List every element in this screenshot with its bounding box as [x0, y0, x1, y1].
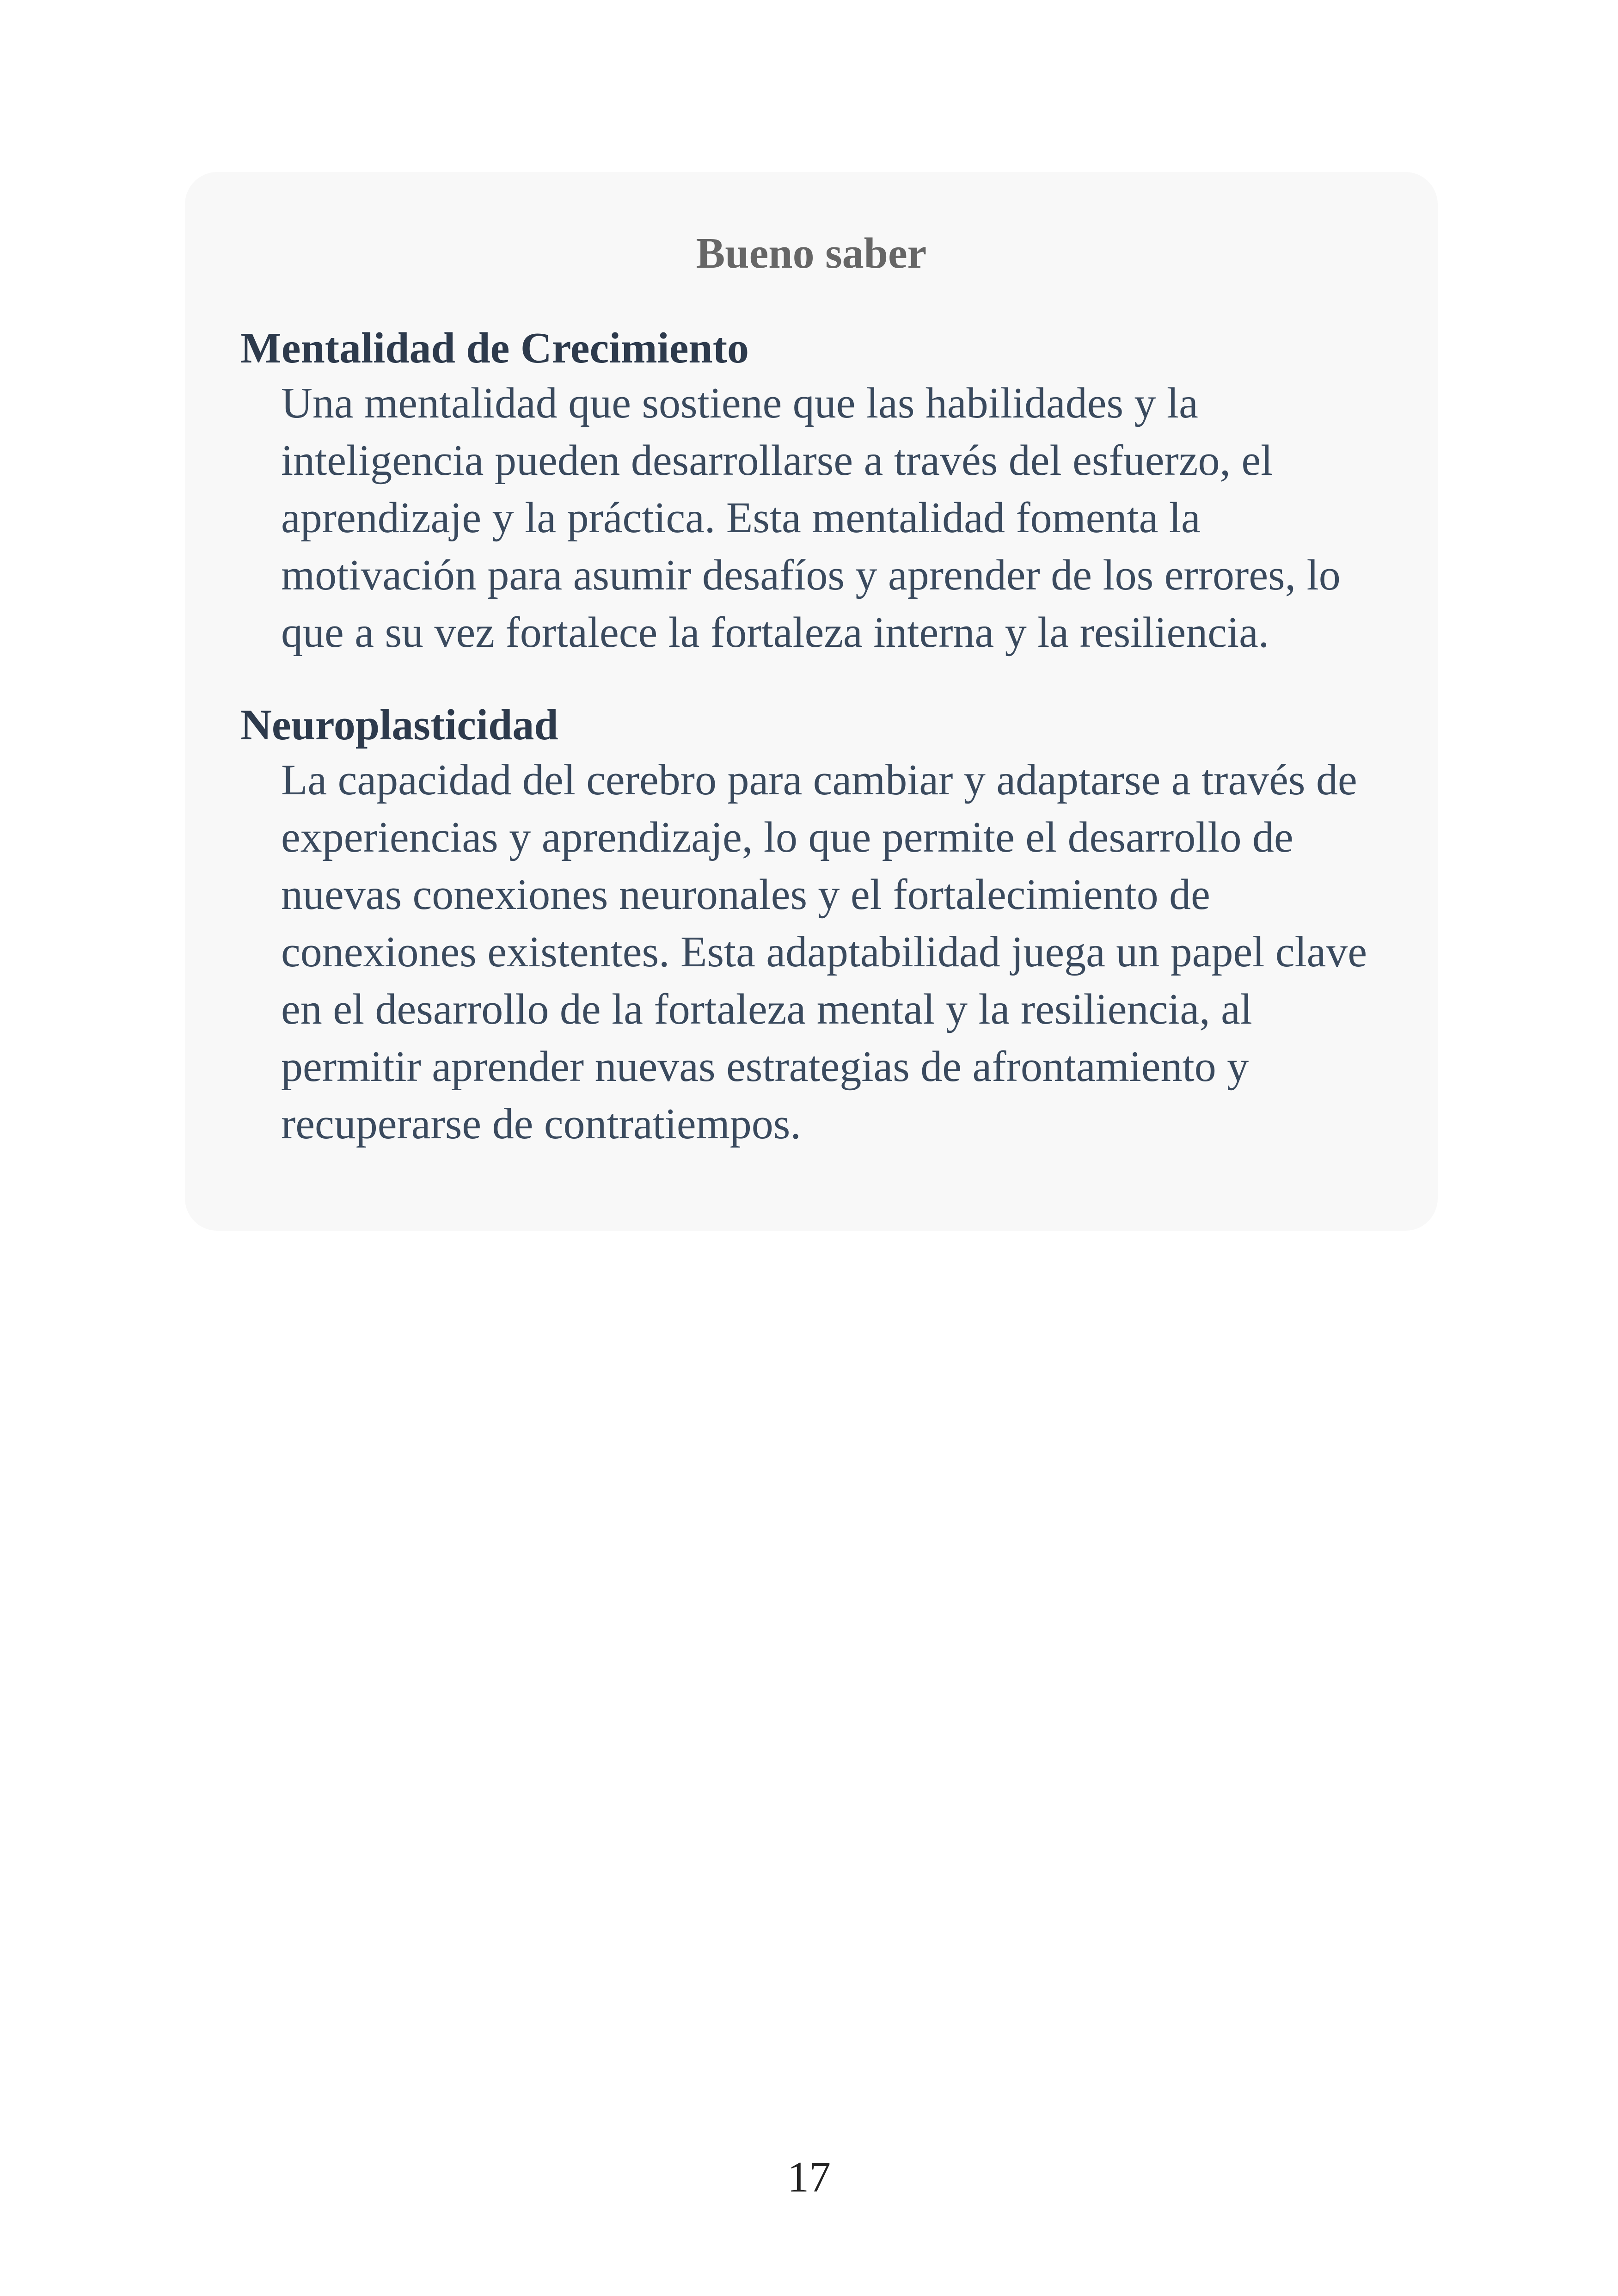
- glossary-entry-growth-mindset: [240, 322, 1396, 661]
- good-to-know-callout: [185, 172, 1438, 1231]
- page-number: 17: [787, 2153, 831, 2201]
- glossary-term: Neuroplasticidad: [240, 701, 558, 749]
- glossary-definition: La capacidad del cerebro para cambiar y adaptarse a través de experiencias y aprendizaje, lo que permite el desarrollo de nuevas conexiones neuronales y el fortalecimiento de conexiones existentes. Esta adaptabilidad juega un papel clave en el desarrollo de la fortaleza mental y la resiliencia, al permitir aprender nuevas estrategias de afrontamiento y recuperarse de contratiempos.: [281, 755, 1367, 1148]
- callout-title: Bueno saber: [696, 229, 927, 277]
- glossary-definition: Una mentalidad que sostiene que las habilidades y la inteligencia pueden desarrollarse a través del esfuerzo, el aprendizaje y la práctica. Esta mentalidad fomenta la motivación para asumir desafíos y aprender de los errores, lo que a su vez fortalece la fortaleza interna y la resiliencia.: [281, 379, 1341, 657]
- glossary-term: Mentalidad de Crecimiento: [240, 324, 749, 372]
- glossary-entry-neuroplasticity: [240, 699, 1396, 1153]
